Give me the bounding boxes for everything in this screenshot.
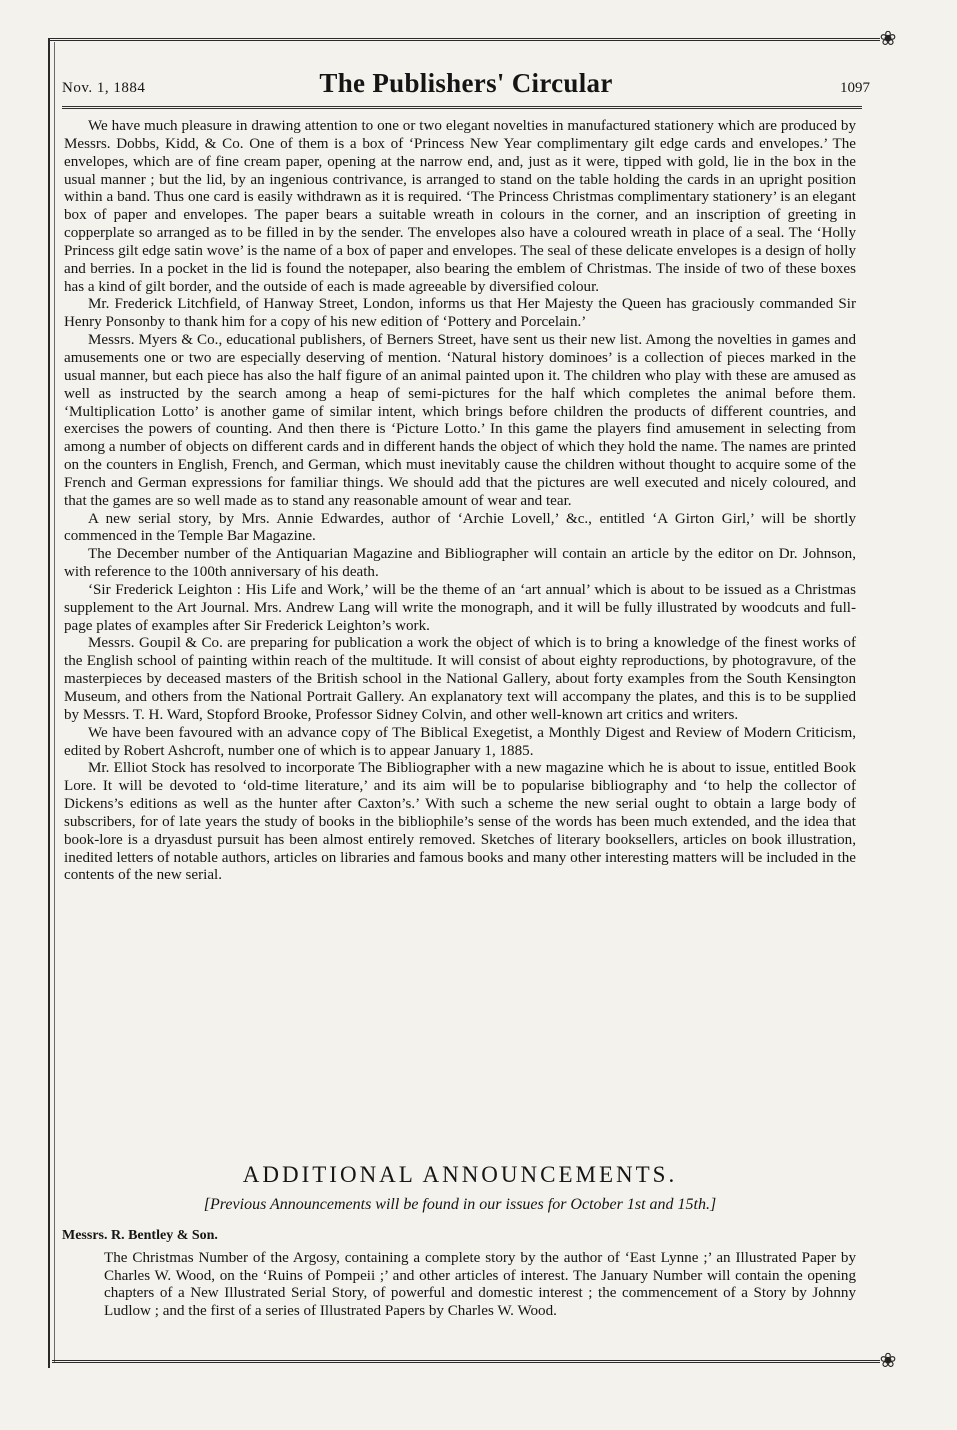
page-header xyxy=(62,68,870,104)
paragraph-edwardes: A new serial story, by Mrs. Annie Edwardes, author of ‘Archie Lovell,’ &c., entitled ‘A Girton Girl,’ will be shortly commenced in the Temple Bar Magazine. xyxy=(64,510,856,545)
paragraph-litchfield: Mr. Frederick Litchfield, of Hanway Street, London, informs us that Her Majesty the Queen has graciously commanded Sir Henry Ponsonby to thank him for a copy of his new edition of ‘Pottery and Porcelain.’ xyxy=(64,296,856,331)
announcement-body xyxy=(104,1250,856,1320)
announcement-paragraph: The Christmas Number of the Argosy, containing a complete story by the author of ‘East Lynne ;’ an Illustrated Paper by Charles W. Wood, on the ‘Ruins of Pompeii ;’ and other articles of interest. The January Number will contain the opening chapters of a New Illustrated Serial Story, of powerful and domestic interest ; the commencement of a Story by Johnny Ludlow ; and the first of a series of Illustrated Papers by Charles W. Wood. xyxy=(104,1250,856,1319)
page-border-left-inner xyxy=(54,42,55,1362)
page-border-left xyxy=(48,38,50,1368)
paragraph-myers: Messrs. Myers & Co., educational publishers, of Berners Street, have sent us their new list. Among the novelties in games and amusements one or two are especially deserving of mention. ‘Natural history dominoes’ is a collection of pieces marked in the usual manner, but each piece has also the half figure of an animal painted upon it. The children who play with these are amused as well as instructed by the search among a heap of semi-pictures for the half which completes the animal before them. ‘Multiplication Lotto’ is another game of similar intent, which brings before children the products of different countries, and exercises the powers of counting. And then there is ‘Picture Lotto.’ In this game the players find amusement in selecting from among a number of objects on different cards and in different hands the object of which they hold the name. The names are printed on the counters in English, French, and German, which must inevitably cause the children without thought to acquire some of the French and German expressions for familiar things. We should add that the pictures are well executed and nicely coloured, and that the games are so well made as to stand any reasonable amount of wear and tear. xyxy=(64,332,856,509)
paragraph-stationery: We have much pleasure in drawing attention to one or two elegant novelties in manufactured stationery which are produced by Messrs. Dobbs, Kidd, & Co. One of them is a box of ‘Princess New Year complimentary gilt edge cards and envelopes.’ The envelopes, which are of fine cream paper, opening at the narrow end, and, just as it were, tipped with gold, lie in the box in the usual manner ; but the lid, by an ingenious contrivance, is arranged to stand on the table holding the cards in an upright position within a band. Thus one card is easily withdrawn as it is required. ‘The Princess Christmas complimentary stationery’ is an elegant box of paper and envelopes. The paper bears a suitable wreath in colours in the corner, and an inscription of greeting in copperplate so arranged as to be filled in by the sender. The envelopes also have a coloured wreath in place of a seal. The ‘Holly Princess gilt edge satin wove’ is the name of a box of paper and envelopes. The seal of these delicate envelopes is a design of holly and berries. In a pocket in the lid is found the notepaper, also bearing the emblem of Christmas. The inside of two of these boxes has a kind of gilt border, and the outside of each is made agreeable by diversified colour. xyxy=(64,118,856,295)
article-body xyxy=(64,118,856,885)
top-border-rule xyxy=(48,38,880,41)
bottom-corner-ornament-icon: ❀ xyxy=(879,1350,897,1372)
header-rule xyxy=(62,106,862,109)
header-date: Nov. 1, 1884 xyxy=(62,80,146,96)
paragraph-goupil: Messrs. Goupil & Co. are preparing for publication a work the object of which is to bring a knowledge of the finest works of the English school of painting within reach of the multitude. It will consist of about eighty reproductions, by photogravure, of the masterpieces by deceased masters of the British school in the National Gallery, about forty examples from the South Kensington Museum, and others from the National Portrait Gallery. An explanatory text will accompany the plates, and this is to be supplied by Messrs. T. H. Ward, Stopford Brooke, Professor Sidney Colvin, and other well-known art critics and writers. xyxy=(64,635,856,723)
top-corner-ornament-icon: ❀ xyxy=(879,28,897,50)
paragraph-antiquarian: The December number of the Antiquarian Magazine and Bibliographer will contain an article by the editor on Dr. Johnson, with reference to the 100th anniversary of his death. xyxy=(64,546,856,581)
paragraph-exegetist: We have been favoured with an advance copy of The Biblical Exegetist, a Monthly Digest and Review of Modern Criticism, edited by Robert Ashcroft, number one of which is to appear January 1, 1885. xyxy=(64,724,856,759)
paragraph-elliot-stock: Mr. Elliot Stock has resolved to incorporate The Bibliographer with a new magazine which he is about to issue, entitled Book Lore. It will be devoted to ‘old-time literature,’ and its aim will be to popularise bibliography and ‘to help the collector of Dickens’s editions as well as the hunter after Caxton’s.’ With such a scheme the new serial ought to obtain a large body of subscribers, for of late years the study of books in the bibliophile’s sense of the words has been much extended, and the idea that book-lore is a dryasdust pursuit has been almost entirely removed. Sketches of literary booksellers, articles on book illustration, inedited letters of notable authors, articles on libraries and famous books and many other interesting matters will be included in the contents of the new serial. xyxy=(64,760,856,884)
section-note: [Previous Announcements will be found in our issues for October 1st and 15th.] xyxy=(203,1196,717,1213)
bottom-border-rule xyxy=(52,1360,880,1363)
page-number: 1097 xyxy=(840,80,870,96)
publisher-heading: Messrs. R. Bentley & Son. xyxy=(62,1228,218,1243)
paragraph-leighton: ‘Sir Frederick Leighton : His Life and Work,’ will be the theme of an ‘art annual’ which is about to be issued as a Christmas supplement to the Art Journal. Mrs. Andrew Lang will write the monograph, and it will be fully illustrated by woodcuts and full-page plates of examples after Sir Frederick Leighton’s work. xyxy=(64,581,856,634)
section-title: ADDITIONAL ANNOUNCEMENTS. xyxy=(242,1162,678,1187)
journal-title: The Publishers' Circular xyxy=(319,68,613,98)
